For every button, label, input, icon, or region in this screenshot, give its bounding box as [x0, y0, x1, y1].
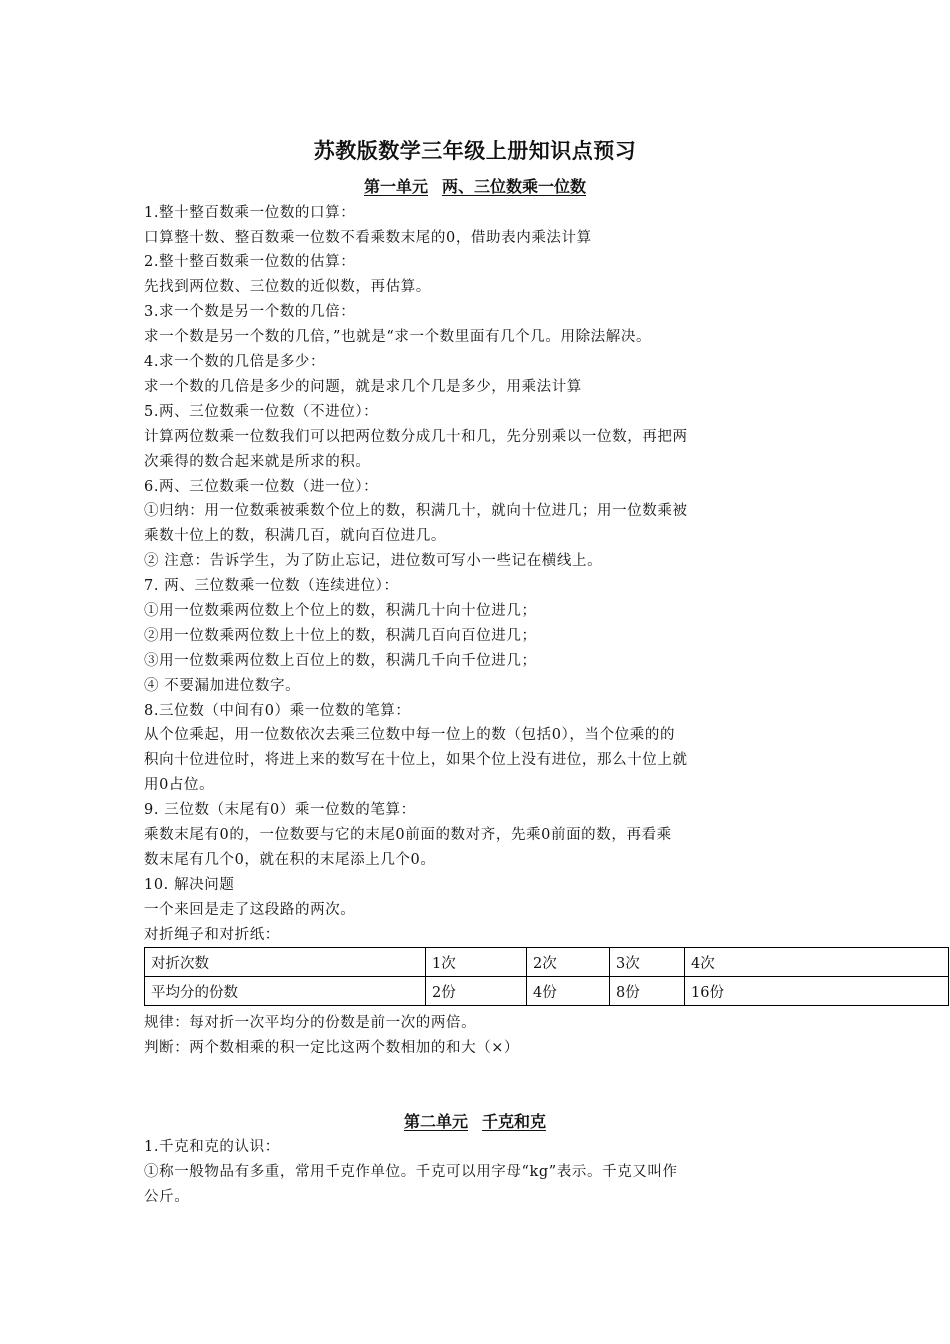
- unit1-heading: [0, 176, 950, 198]
- table-cell: 16份: [685, 977, 949, 1006]
- unit1-line: ①用一位数乘两位数上个位上的数，积满几十向十位进几；: [144, 603, 537, 619]
- page-title: 苏教版数学三年级上册知识点预习: [313, 139, 637, 163]
- unit1-line: 乘数末尾有0的，一位数要与它的末尾0前面的数对齐，先乘0前面的数，再看乘: [144, 827, 672, 843]
- unit1-line: 求一个数是另一个数的几倍，”也就是“求一个数里面有几个几。用除法解决。: [144, 329, 652, 345]
- table-cell: 8份: [610, 977, 685, 1006]
- unit1-line: 用0占位。: [144, 777, 215, 793]
- unit2-heading-number: 第二单元: [403, 1112, 468, 1131]
- table-cell: 3次: [610, 948, 685, 977]
- unit1-line: 9. 三位数（末尾有0）乘一位数的笔算：: [144, 802, 416, 818]
- unit1-line: 10. 解决问题: [144, 877, 235, 893]
- unit1-line: ①归纳：用一位数乘被乘数个位上的数，积满几十，就向十位进几；用一位数乘被: [144, 503, 688, 519]
- table-cell: 2次: [527, 948, 610, 977]
- judgement-line: 判断：两个数相乘的积一定比这两个数相加的和大（×）: [144, 1040, 520, 1056]
- unit1-line: 4.求一个数的几倍是多少：: [144, 354, 326, 370]
- unit1-line: 5.两、三位数乘一位数（不进位）：: [144, 404, 379, 420]
- unit2-heading: [0, 1111, 950, 1133]
- table-cell: 2份: [426, 977, 527, 1006]
- table-row: [145, 977, 949, 1006]
- unit1-line: 对折绳子和对折纸：: [144, 927, 280, 943]
- unit2-heading-topic: 千克和克: [482, 1112, 547, 1131]
- unit1-line: 7. 两、三位数乘一位数（连续进位）：: [144, 578, 399, 594]
- unit2-line: 公斤。: [144, 1189, 190, 1205]
- unit1-line: 8.三位数（中间有0）乘一位数的笔算：: [144, 703, 411, 719]
- unit1-heading-topic: 两、三位数乘一位数: [442, 177, 587, 196]
- unit2-line: ①称一般物品有多重，常用千克作单位。千克可以用字母“kg”表示。千克又叫作: [144, 1164, 678, 1180]
- unit1-line: 从个位乘起，用一位数依次去乘三位数中每一位上的数（包括0），当个位乘的的: [144, 727, 676, 743]
- unit1-line: ② 注意：告诉学生，为了防止忘记，进位数可写小一些记在横线上。: [144, 553, 603, 569]
- unit2-line: 1.千克和克的认识：: [144, 1139, 280, 1155]
- rule-line: 规律：每对折一次平均分的份数是前一次的两倍。: [144, 1015, 477, 1031]
- unit1-line: 一个来回是走了这段路的两次。: [144, 902, 356, 918]
- unit1-line: ③用一位数乘两位数上百位上的数，积满几千向千位进几；: [144, 653, 537, 669]
- unit1-heading-number: 第一单元: [363, 177, 428, 196]
- unit1-line: 1.整十整百数乘一位数的口算：: [144, 205, 356, 221]
- table-cell: 对折次数: [145, 948, 426, 977]
- table-cell: 4份: [527, 977, 610, 1006]
- unit1-line: 计算两位数乘一位数我们可以把两位数分成几十和几，先分别乘以一位数，再把两: [144, 429, 688, 445]
- unit1-line: 6.两、三位数乘一位数（进一位）：: [144, 479, 379, 495]
- unit1-line: ④ 不要漏加进位数字。: [144, 678, 301, 694]
- unit1-line: 先找到两位数、三位数的近似数，再估算。: [144, 279, 431, 295]
- unit1-line: 2.整十整百数乘一位数的估算：: [144, 254, 356, 270]
- table-row: [145, 948, 949, 977]
- unit1-line: 3.求一个数是另一个数的几倍：: [144, 304, 356, 320]
- table-cell: 1次: [426, 948, 527, 977]
- unit1-line: 乘数十位上的数，积满几百，就向百位进几。: [144, 528, 446, 544]
- unit1-line: 次乘得的数合起来就是所求的积。: [144, 454, 371, 470]
- unit1-line: 求一个数的几倍是多少的问题，就是求几个几是多少，用乘法计算: [144, 379, 582, 395]
- unit1-line: 口算整十数、整百数乘一位数不看乘数末尾的0，借助表内乘法计算: [144, 230, 592, 246]
- unit1-line: 积向十位进位时，将进上来的数写在十位上，如果个位上没有进位，那么十位上就: [144, 752, 688, 768]
- unit1-line: ②用一位数乘两位数上十位上的数，积满几百向百位进几；: [144, 628, 537, 644]
- unit1-line: 数末尾有几个0，就在积的末尾添上几个0。: [144, 852, 436, 868]
- folding-table: [144, 947, 949, 1006]
- table-cell: 平均分的份数: [145, 977, 426, 1006]
- table-cell: 4次: [685, 948, 949, 977]
